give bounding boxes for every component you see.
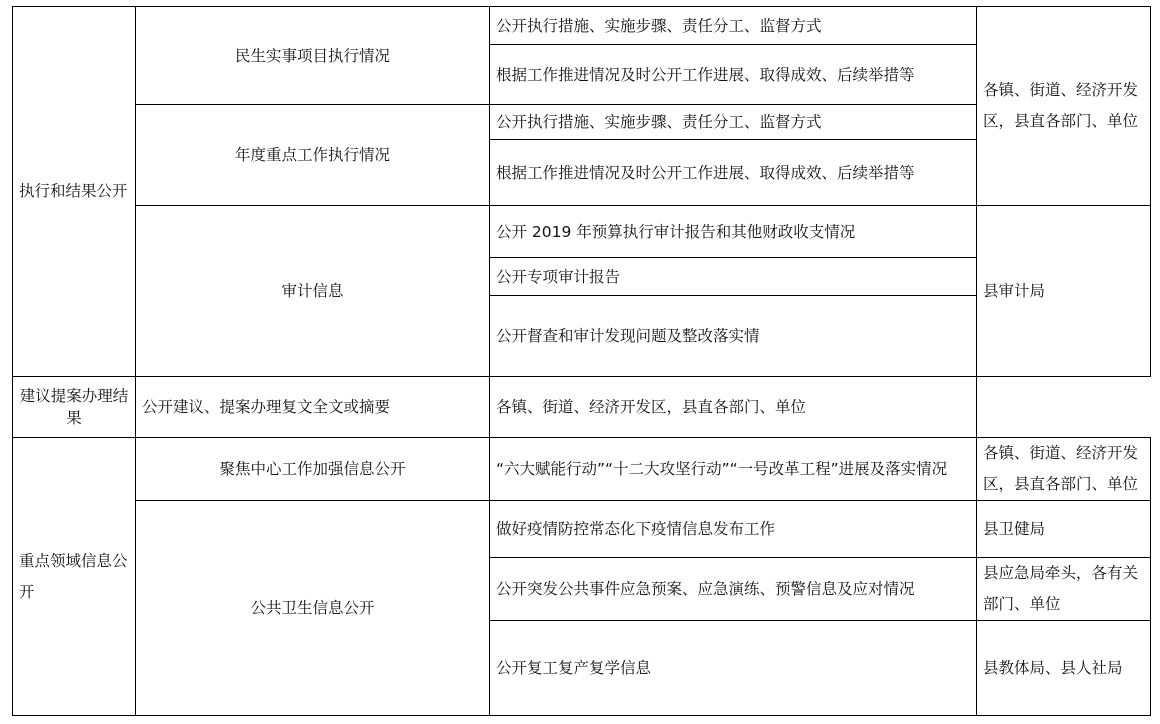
content-cell: 公开督查和审计发现问题及整改落实情 bbox=[490, 296, 977, 377]
content-cell: 公开执行措施、实施步骤、责任分工、监督方式 bbox=[490, 7, 977, 45]
department-cell: 县审计局 bbox=[977, 206, 1151, 377]
content-cell: 公开执行措施、实施步骤、责任分工、监督方式 bbox=[490, 105, 977, 140]
content-cell: 根据工作推进情况及时公开工作进展、取得成效、后续举措等 bbox=[490, 45, 977, 105]
table-row bbox=[13, 7, 1151, 45]
department-cell: 各镇、街道、经济开发区，县直各部门、单位 bbox=[490, 377, 977, 438]
item-cell: 审计信息 bbox=[136, 206, 490, 377]
table-row bbox=[13, 438, 1151, 501]
item-cell: 年度重点工作执行情况 bbox=[136, 105, 490, 206]
department-cell: 县卫健局 bbox=[977, 501, 1151, 558]
item-cell: 民生实事项目执行情况 bbox=[136, 7, 490, 105]
item-cell: 建议提案办理结果 bbox=[13, 377, 136, 438]
item-cell: 聚焦中心工作加强信息公开 bbox=[136, 438, 490, 501]
category-cell: 执行和结果公开 bbox=[13, 7, 136, 377]
department-cell: 各镇、街道、经济开发区，县直各部门、单位 bbox=[977, 7, 1151, 206]
table-row bbox=[13, 501, 1151, 558]
content-cell: 公开突发公共事件应急预案、应急演练、预警信息及应对情况 bbox=[490, 558, 977, 621]
table-row bbox=[13, 377, 1151, 438]
disclosure-table bbox=[12, 6, 1151, 716]
content-cell: 做好疫情防控常态化下疫情信息发布工作 bbox=[490, 501, 977, 558]
item-cell: 公共卫生信息公开 bbox=[136, 501, 490, 716]
category-cell: 重点领域信息公开 bbox=[13, 438, 136, 716]
content-cell: 公开 2019 年预算执行审计报告和其他财政收支情况 bbox=[490, 206, 977, 258]
content-cell: 公开建议、提案办理复文全文或摘要 bbox=[136, 377, 490, 438]
table-row bbox=[13, 206, 1151, 258]
department-cell: 县应急局牵头，各有关部门、单位 bbox=[977, 558, 1151, 621]
content-cell: 根据工作推进情况及时公开工作进展、取得成效、后续举措等 bbox=[490, 140, 977, 206]
department-cell: 县教体局、县人社局 bbox=[977, 621, 1151, 716]
department-cell: 各镇、街道、经济开发区，县直各部门、单位 bbox=[977, 438, 1151, 501]
content-cell: 公开复工复产复学信息 bbox=[490, 621, 977, 716]
content-cell: “六大赋能行动”“十二大攻坚行动”“一号改革工程”进展及落实情况 bbox=[490, 438, 977, 501]
content-cell: 公开专项审计报告 bbox=[490, 258, 977, 296]
